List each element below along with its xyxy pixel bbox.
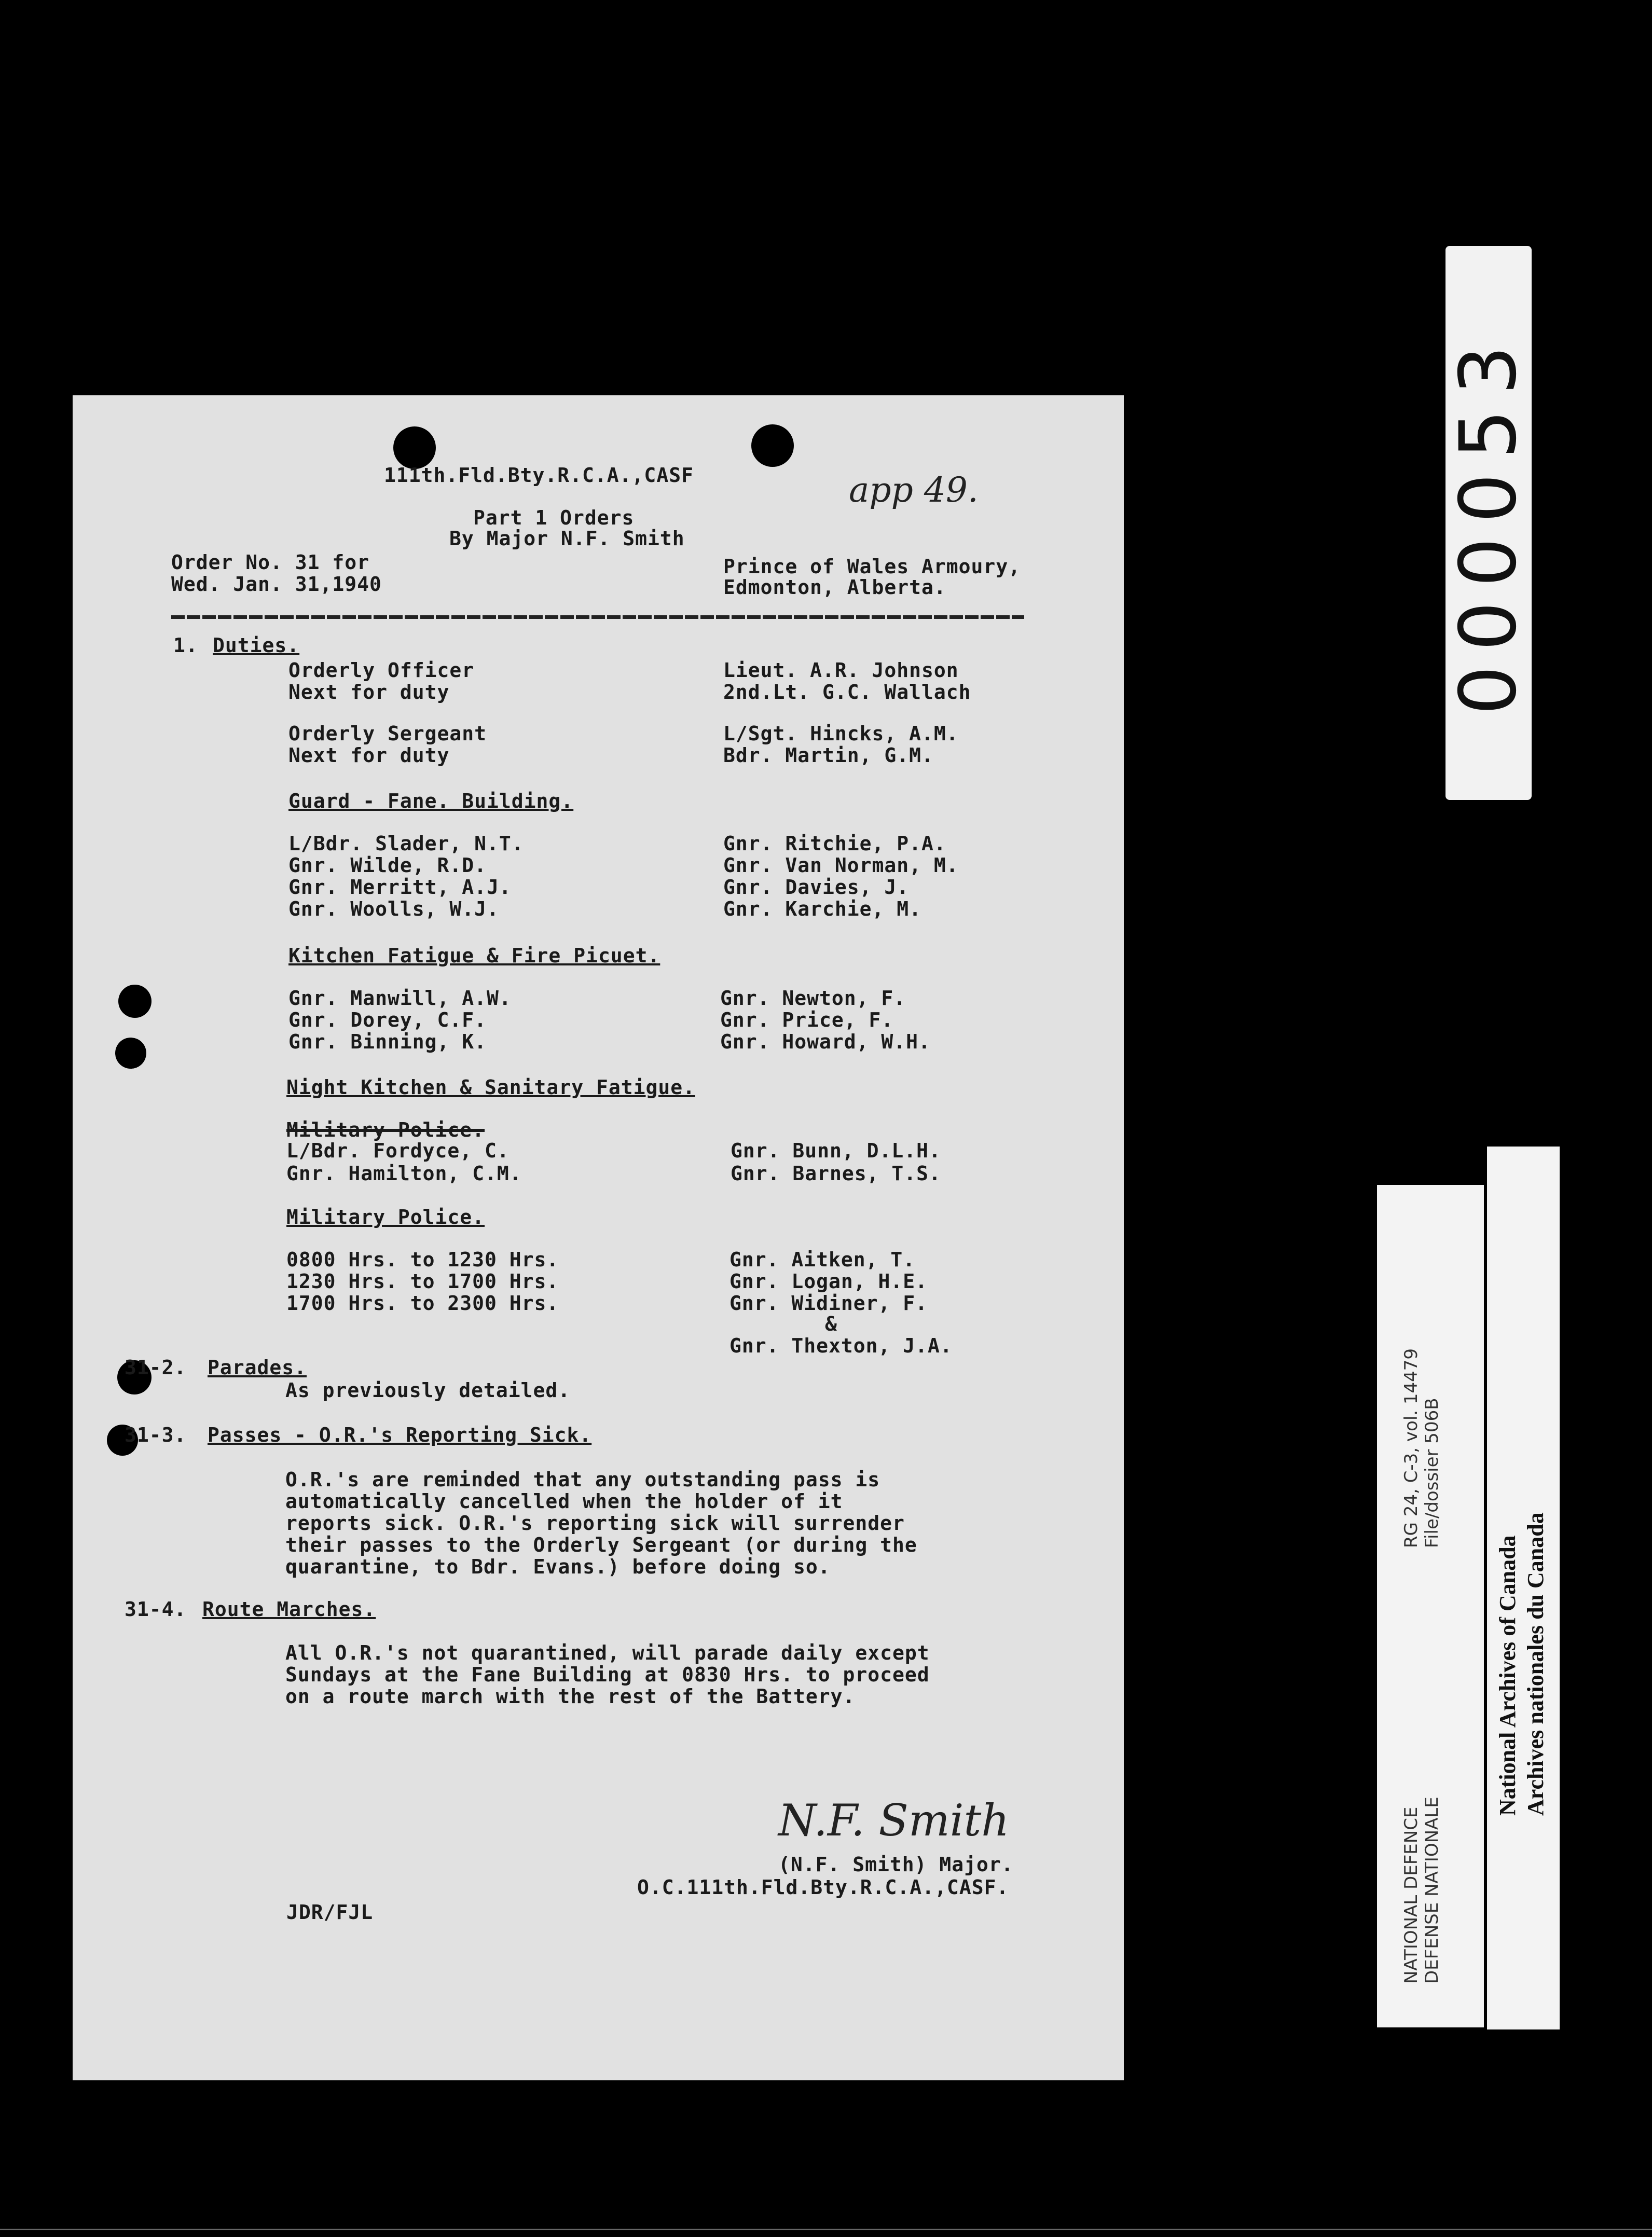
duty-name: L/Sgt. Hincks, A.M. (723, 722, 959, 745)
fatigue-member: L/Bdr. Fordyce, C. (286, 1139, 510, 1162)
section-title: Route Marches. (202, 1598, 376, 1621)
subsection-title: Military Police. (286, 1206, 485, 1228)
archive-reference-label (1377, 1185, 1484, 2027)
orders-part: Part 1 Orders (473, 506, 635, 529)
punch-hole (751, 424, 794, 467)
guard-member: L/Bdr. Slader, N.T. (288, 832, 524, 855)
section-number: 31-4. (125, 1598, 187, 1621)
archive-page-stamp (1443, 246, 1534, 800)
signature-name: (N.F. Smith) Major. (778, 1853, 1014, 1876)
fatigue-member: Gnr. Bunn, D.L.H. (731, 1139, 941, 1162)
section-body: As previously detailed. (285, 1379, 571, 1402)
duty-name: 2nd.Lt. G.C. Wallach (723, 681, 971, 703)
scan-edge-line (0, 2229, 1652, 2230)
section-title: Passes - O.R.'s Reporting Sick. (208, 1424, 592, 1446)
guard-member: Gnr. Karchie, M. (723, 897, 922, 920)
fatigue-member: Gnr. Howard, W.H. (720, 1030, 931, 1053)
section-body-line: Sundays at the Fane Building at 0830 Hrs. to proceed (285, 1663, 930, 1686)
duty-name: Lieut. A.R. Johnson (723, 659, 959, 682)
duty-role: Orderly Sergeant (288, 722, 487, 745)
guard-member: Gnr. Ritchie, P.A. (723, 832, 946, 855)
section-number: 31-2. (125, 1356, 187, 1379)
guard-member: Gnr. Davies, J. (723, 876, 910, 899)
struck-heading: Military Police. (286, 1118, 485, 1141)
reference-line: File/dossier 506B (1422, 1398, 1442, 1548)
fatigue-member: Gnr. Binning, K. (288, 1030, 487, 1053)
mp-member: Gnr. Widiner, F. (729, 1292, 928, 1315)
punch-hole (393, 426, 436, 469)
guard-member: Gnr. Merritt, A.J. (288, 876, 512, 899)
order-date: Wed. Jan. 31,1940 (171, 573, 382, 596)
department-line: NATIONAL DEFENCE (1401, 1806, 1422, 1984)
mp-member: Gnr. Logan, H.E. (729, 1270, 928, 1293)
mp-member: Gnr. Aitken, T. (729, 1248, 916, 1271)
subsection-title: Night Kitchen & Sanitary Fatigue. (286, 1076, 695, 1099)
fatigue-member: Gnr. Hamilton, C.M. (286, 1162, 522, 1185)
archive-name-en: National Archives of Canada (1495, 1535, 1520, 1816)
department-line: DEFENSE NATIONALE (1422, 1797, 1442, 1984)
fatigue-member: Gnr. Manwill, A.W. (288, 987, 512, 1010)
archive-name-fr: Archives nationales du Canada (1523, 1512, 1548, 1816)
mp-ampersand: & (825, 1313, 837, 1335)
fatigue-member: Gnr. Dorey, C.F. (288, 1009, 487, 1031)
punch-hole (115, 1038, 146, 1069)
punch-hole (118, 985, 152, 1018)
fatigue-member: Gnr. Newton, F. (720, 987, 906, 1010)
section-body-line: reports sick. O.R.'s reporting sick will surrender (285, 1512, 905, 1535)
section-body-line: automatically cancelled when the holder of it (285, 1490, 843, 1513)
duty-role: Orderly Officer (288, 659, 475, 682)
section-number: 31-3. (125, 1424, 187, 1446)
orders-by: By Major N.F. Smith (449, 527, 685, 550)
guard-member: Gnr. Wilde, R.D. (288, 854, 487, 877)
duty-role: Next for duty (288, 744, 450, 767)
section-title: Duties. (213, 634, 300, 657)
handwritten-signature: N.F. Smith (778, 1795, 1010, 1846)
subsection-title: Kitchen Fatigue & Fire Picuet. (288, 944, 660, 967)
guard-member: Gnr. Woolls, W.J. (288, 897, 499, 920)
section-number: 1. (173, 634, 198, 657)
mp-member: Gnr. Thexton, J.A. (729, 1334, 953, 1357)
duty-name: Bdr. Martin, G.M. (723, 744, 934, 767)
divider-rule (171, 615, 1024, 619)
mp-shift: 0800 Hrs. to 1230 Hrs. (286, 1248, 559, 1271)
section-title: Parades. (208, 1356, 307, 1379)
fatigue-member: Gnr. Price, F. (720, 1009, 894, 1031)
fatigue-member: Gnr. Barnes, T.S. (731, 1162, 941, 1185)
stamp-number: 000053 (1443, 330, 1534, 715)
archive-name-label (1487, 1147, 1560, 2029)
section-body-line: All O.R.'s not quarantined, will parade daily except (285, 1641, 930, 1664)
unit-heading: 111th.Fld.Bty.R.C.A.,CASF (384, 464, 694, 487)
subsection-title: Guard - Fane. Building. (288, 790, 574, 812)
section-body-line: on a route march with the rest of the Battery. (285, 1685, 856, 1708)
mp-shift: 1700 Hrs. to 2300 Hrs. (286, 1292, 559, 1315)
location-line1: Prince of Wales Armoury, (723, 555, 1021, 578)
order-number: Order No. 31 for (171, 551, 370, 574)
signature-title: O.C.111th.Fld.Bty.R.C.A.,CASF. (637, 1876, 1009, 1899)
mp-shift: 1230 Hrs. to 1700 Hrs. (286, 1270, 559, 1293)
location-line2: Edmonton, Alberta. (723, 576, 946, 599)
typist-initials: JDR/FJL (286, 1901, 374, 1924)
handwritten-appendix-note: app 49. (849, 470, 979, 510)
duty-role: Next for duty (288, 681, 450, 703)
guard-member: Gnr. Van Norman, M. (723, 854, 959, 877)
section-body-line: quarantine, to Bdr. Evans.) before doing so. (285, 1555, 831, 1578)
reference-line: RG 24, C-3, vol. 14479 (1401, 1348, 1422, 1548)
section-body-line: O.R.'s are reminded that any outstanding pass is (285, 1468, 880, 1491)
section-body-line: their passes to the Orderly Sergeant (or during the (285, 1534, 917, 1556)
